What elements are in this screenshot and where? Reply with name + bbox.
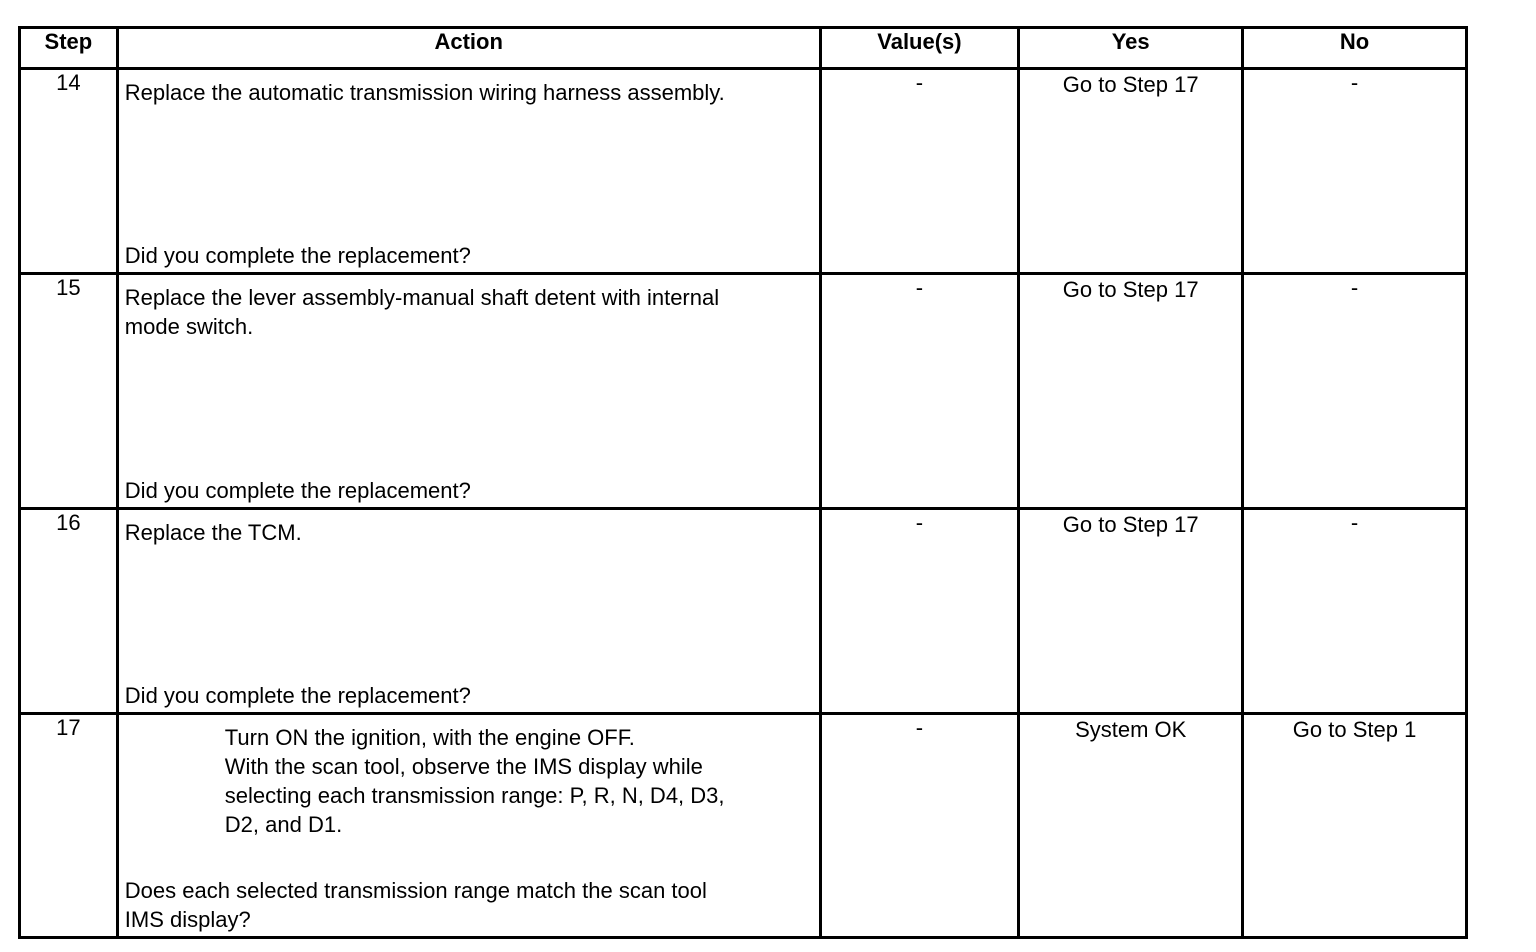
action-line: Replace the automatic transmission wiring harness assembly. [124,80,725,105]
diagnostic-table [18,26,1468,939]
action-line: Replace the lever assembly-manual shaft detent with internal [124,285,720,310]
step-number: 16 [20,509,118,714]
action-line: mode switch. [124,314,254,339]
yes-text: Go to Step 17 [1062,277,1199,302]
action-question: Did you complete the replacement? [124,478,471,503]
table-header-row [20,28,1467,69]
no-cell: - [1243,509,1467,714]
table-row [20,69,1467,274]
step-number: 15 [20,274,118,509]
action-question [125,876,813,934]
action-line: Turn ON the ignition, with the engine OFF. [224,725,635,750]
action-line: selecting each transmission range: P, R, N, D4, D3, [224,783,725,808]
header-step: Step [20,28,118,69]
yes-cell [1019,509,1243,714]
table-row [20,274,1467,509]
step-number: 17 [20,714,118,938]
action-cell [117,714,820,938]
yes-text: Go to Step 17 [1062,72,1199,97]
header-no: No [1243,28,1467,69]
step-number: 14 [20,69,118,274]
action-question: Did you complete the replacement? [124,243,471,268]
action-text [125,518,813,547]
value-cell: - [820,714,1019,938]
value-cell: - [820,69,1019,274]
action-line: With the scan tool, observe the IMS display while [224,754,703,779]
action-text [125,78,813,107]
action-line: D2, and D1. [224,812,343,837]
action-text [225,723,813,839]
yes-text: Go to Step 17 [1062,512,1199,537]
action-question: Did you complete the replacement? [124,683,471,708]
action-cell [117,274,820,509]
question-line: Does each selected transmission range match the scan tool [124,878,707,903]
question-line: IMS display? [124,907,251,932]
value-cell: - [820,274,1019,509]
action-text [125,283,813,341]
action-line: Replace the TCM. [124,520,302,545]
header-values: Value(s) [820,28,1019,69]
action-cell [117,509,820,714]
header-action: Action [117,28,820,69]
no-cell: - [1243,69,1467,274]
no-cell: - [1243,274,1467,509]
yes-cell [1019,274,1243,509]
no-text: Go to Step 1 [1292,717,1417,742]
yes-cell [1019,69,1243,274]
no-cell [1243,714,1467,938]
value-cell: - [820,509,1019,714]
yes-cell [1019,714,1243,938]
header-yes: Yes [1019,28,1243,69]
table-row [20,509,1467,714]
action-cell [117,69,820,274]
table-row [20,714,1467,938]
yes-text: System OK [1075,717,1187,742]
